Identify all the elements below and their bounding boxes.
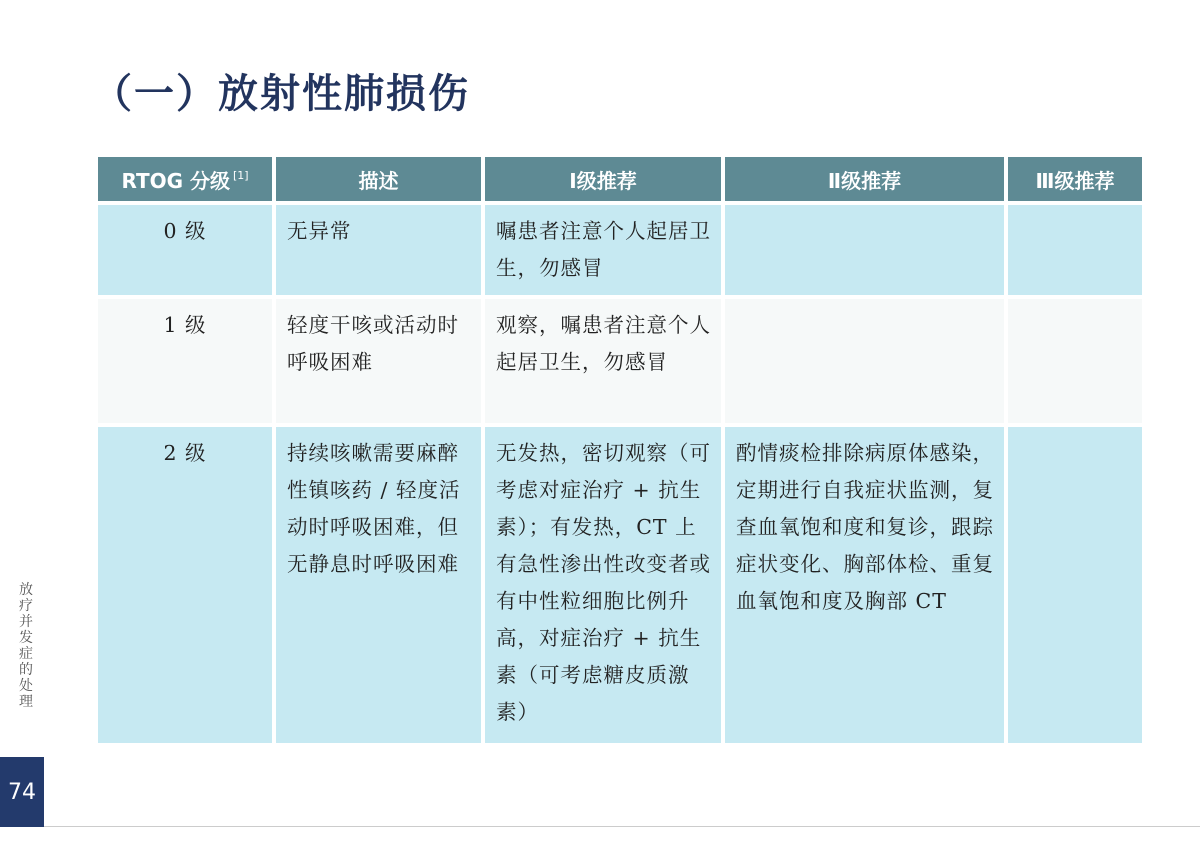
row-2-level2: 酌情痰检排除病原体感染，定期进行自我症状监测，复查血氧饱和度和复诊，跟踪症状变化、胸部体检、重复血氧饱和度及胸部 CT <box>725 427 1004 743</box>
recommendation-table <box>98 157 1134 743</box>
header-level1: Ⅰ级推荐 <box>485 157 721 201</box>
row-1-level1: 观察，嘱患者注意个人起居卫生，勿感冒 <box>485 299 721 423</box>
header-description: 描述 <box>276 157 481 201</box>
header-level2: Ⅱ级推荐 <box>725 157 1004 201</box>
row-0-description: 无异常 <box>276 205 481 295</box>
row-1-level2 <box>725 299 1004 423</box>
row-2-level3 <box>1008 427 1142 743</box>
row-2-level1: 无发热，密切观察（可考虑对症治疗 + 抗生素）；有发热，CT 上有急性渗出性改变者或有中性粒细胞比例升高，对症治疗 + 抗生素（可考虑糖皮质激素） <box>485 427 721 743</box>
row-0-grade: 0 级 <box>98 205 272 295</box>
row-2-description: 持续咳嗽需要麻醉性镇咳药 / 轻度活动时呼吸困难，但无静息时呼吸困难 <box>276 427 481 743</box>
bottom-divider <box>44 826 1200 827</box>
row-1-grade: 1 级 <box>98 299 272 423</box>
page-title: （一）放射性肺损伤 <box>92 71 470 117</box>
chapter-side-label: 放疗并发症的处理 <box>19 582 33 710</box>
row-0-level3 <box>1008 205 1142 295</box>
row-0-level1: 嘱患者注意个人起居卫生，勿感冒 <box>485 205 721 295</box>
page-number: 74 <box>0 757 44 827</box>
row-2-grade: 2 级 <box>98 427 272 743</box>
header-grade-reference: [1] <box>232 168 249 182</box>
row-1-description: 轻度干咳或活动时呼吸困难 <box>276 299 481 423</box>
row-1-level3 <box>1008 299 1142 423</box>
header-grade-label: RTOG 分级 <box>121 168 230 193</box>
header-grade <box>98 157 272 201</box>
row-0-level2 <box>725 205 1004 295</box>
header-level3: Ⅲ级推荐 <box>1008 157 1142 201</box>
